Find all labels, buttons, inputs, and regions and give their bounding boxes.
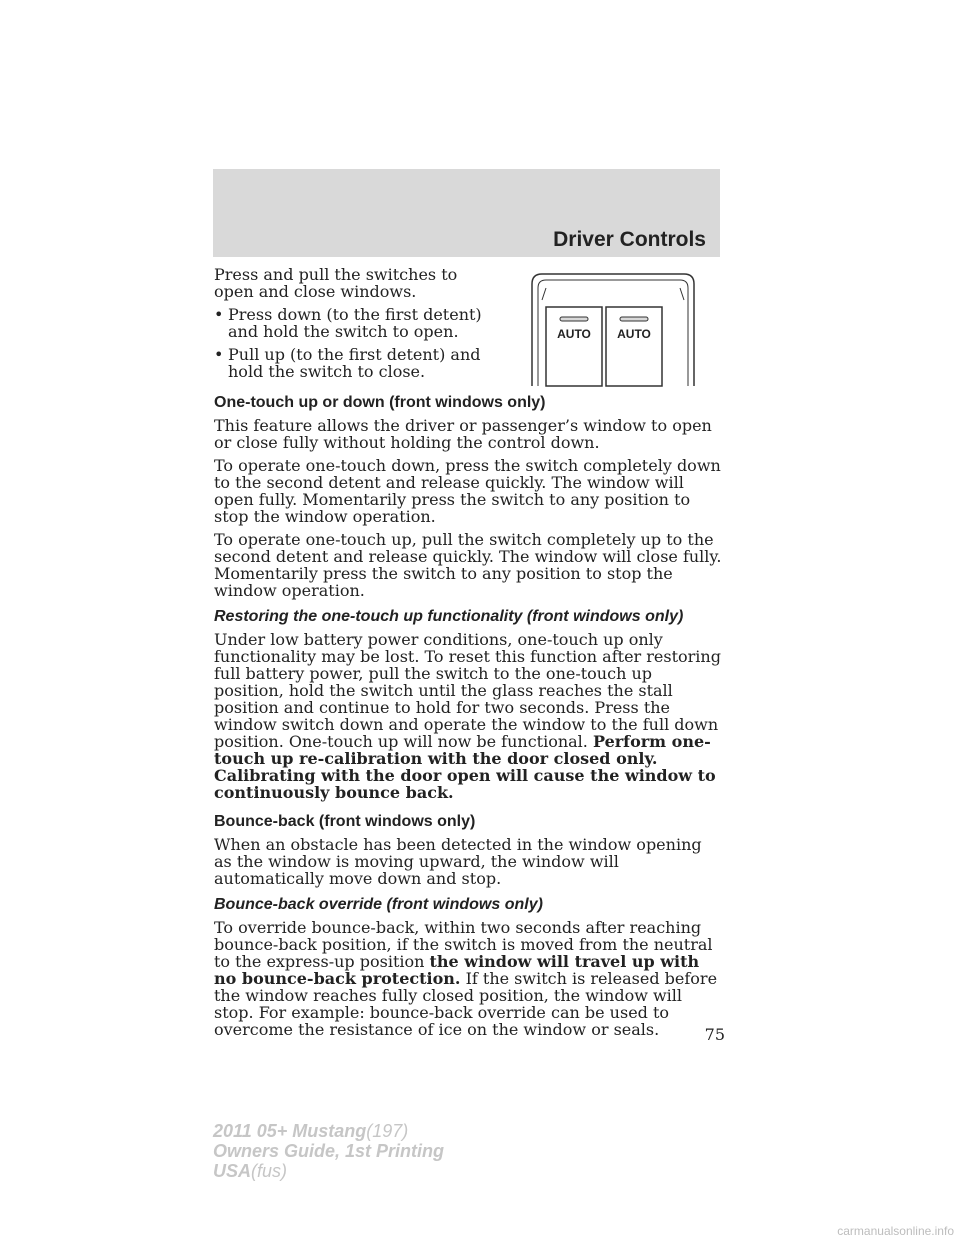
footer-model: 2011 05+ Mustang (213, 1121, 367, 1141)
heading-override: Bounce-back override (front windows only) (214, 896, 543, 913)
bullet-item: • Press down (to the first detent) and hold the switch to open. (214, 306, 499, 340)
header-band (213, 169, 720, 257)
paragraph-text: Under low battery power conditions, one-touch up only functionality may be lost. To reset this function after restoring full battery power, pull the switch to the one-touch up position, hold the switch until the glass reaches the stall position and continue to hold for two seconds. Press the window switch down and operate the window to the full down position. One-touch up will now be functional. (214, 630, 721, 751)
intro-bullets (214, 306, 499, 380)
footer-line-1 (213, 1121, 444, 1141)
paragraph: To operate one-touch up, pull the switch completely up to the second detent and release quickly. The window will close fully. Momentarily press the switch to any position to stop the window operation. (214, 530, 722, 600)
footer (213, 1121, 444, 1181)
paragraph (214, 919, 724, 1038)
emphasis-text: the window will travel up with no bounce-back protection. (214, 952, 700, 988)
paragraph: To operate one-touch down, press the switch completely down to the second detent and release quickly. The window will open fully. Momentarily press the switch to any position to stop the window operation. (214, 456, 721, 526)
section-title: Driver Controls (553, 228, 706, 251)
footer-market: USA (213, 1161, 252, 1181)
paragraph-text: If the switch is released before the window reaches fully closed position, the window will stop. For example: bounce-back override can be used to overcome the resistance of ice on the window or seals. (214, 969, 718, 1039)
heading-bounce-back: Bounce-back (front windows only) (214, 813, 476, 830)
bullet-item: • Pull up (to the first detent) and hold the switch to close. (214, 346, 499, 380)
left-auto-label: AUTO (557, 327, 591, 341)
footer-code: (197) (366, 1121, 409, 1141)
page-content (214, 266, 724, 1044)
paragraph: This feature allows the driver or passenger’s window to open or close fully without holding the control down. (214, 416, 712, 452)
footer-line-3 (213, 1161, 444, 1181)
paragraph (214, 631, 724, 801)
paragraph-text: To override bounce-back, within two seconds after reaching bounce-back position, if the switch is moved from the neutral to the express-up position (214, 918, 713, 971)
intro-block (214, 266, 499, 380)
watermark: carmanualsonline.info (837, 1224, 954, 1238)
footer-line-2: Owners Guide, 1st Printing (213, 1141, 445, 1161)
footer-market-code: (fus) (251, 1161, 288, 1181)
right-auto-label: AUTO (617, 327, 651, 341)
heading-restoring: Restoring the one-touch up functionality (front windows only) (214, 608, 684, 625)
warning-text: Perform one-touch up re-calibration with the door closed only. Calibrating with the door open will cause the window to continuously bounce back. (214, 732, 716, 802)
paragraph: When an obstacle has been detected in the window opening as the window is moving upward, the window will automatically move down and stop. (214, 835, 702, 888)
heading-one-touch: One-touch up or down (front windows only) (214, 394, 546, 411)
intro-text: Press and pull the switches to open and close windows. (214, 265, 458, 301)
page-number: 75 (704, 1025, 725, 1044)
